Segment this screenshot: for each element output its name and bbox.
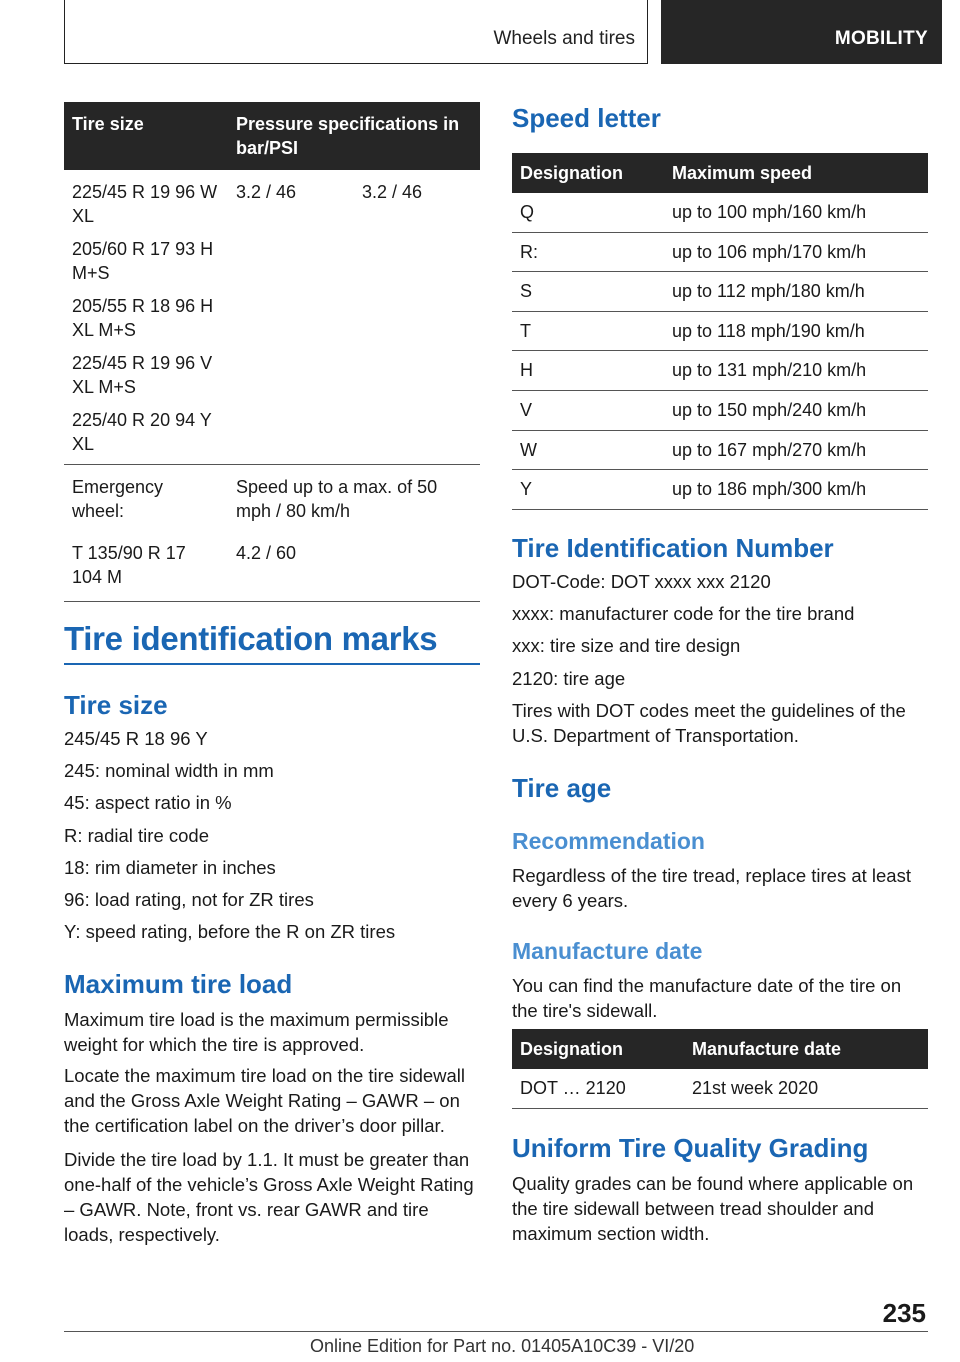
list-item: xxx: tire size and tire design [512,635,741,657]
speed-code: S [512,272,664,312]
header-designation: Designation [512,153,664,193]
tire-size-lines [64,723,480,948]
footer-rule [64,1331,928,1332]
list-item: 18: rim diameter in inches [64,856,276,878]
list-item: DOT-Code: DOT xxxx xxx 2120 [512,571,771,592]
speed-value: up to 167 mph/270 km/h [664,430,928,470]
table-row [512,430,928,470]
list-item: 245/45 R 18 96 Y [64,728,208,749]
speed-value: up to 150 mph/240 km/h [664,390,928,430]
chapter-tab [661,0,942,64]
max-load-para-2: Locate the maximum tire load on the tire sidewall and the Gross Axle Weight Rating – GAWR – on the certification label on the driver’s door pillar. [64,1065,466,1136]
list-item: 2120: tire age [512,667,626,689]
emergency-wheel-note: Speed up to a max. of 50 mph / 80 km/h [228,465,480,532]
header-designation: Designation [512,1029,684,1069]
speed-code: Q [512,193,664,232]
list-item: 45: aspect ratio in % [64,792,232,814]
speed-table-header [512,153,928,193]
speed-code: W [512,430,664,470]
pressure-front: 3.2 / 46 [236,182,297,202]
table-row [512,193,928,232]
tire-size-item: 205/60 R 17 93 H M+S [72,239,214,283]
speed-letter-table [512,153,928,510]
header-pressure: Pressure specifications in bar/PSI [228,102,480,170]
table-row [64,531,480,602]
table-row [512,232,928,272]
speed-value: up to 186 mph/300 km/h [664,470,928,510]
list-item: 245: nominal width in mm [64,760,274,782]
manufacture-table-header [512,1029,928,1069]
tire-size-item: 225/45 R 19 96 V XL M+S [72,353,213,397]
speed-value: up to 131 mph/210 km/h [664,351,928,391]
pressure-table-header [64,102,480,170]
emergency-wheel-label: Emergency wheel: [64,465,228,532]
list-item: Y: speed rating, before the R on ZR tires [64,921,396,943]
list-item: xxxx: manufacturer code for the tire brand [512,603,855,625]
speed-code: T [512,311,664,351]
tire-size-item: 205/55 R 18 96 H XL M+S [72,296,214,340]
speed-letter-heading: Speed letter [512,103,661,133]
tire-size-list [64,170,228,465]
table-row [512,351,928,391]
header-max-speed: Maximum speed [664,153,928,193]
max-load-heading: Maximum tire load [64,969,293,999]
speed-code: R: [512,232,664,272]
table-row [64,465,480,532]
table-row [512,311,928,351]
tire-size-item: 225/40 R 20 94 Y XL [72,410,212,454]
speed-value: up to 118 mph/190 km/h [664,311,928,351]
header-manufacture-date: Manufacture date [684,1029,928,1069]
speed-value: up to 106 mph/170 km/h [664,232,928,272]
table-row [512,390,928,430]
speed-code: H [512,351,664,391]
pressure-table [64,102,480,602]
pressure-rear: 3.2 / 46 [362,182,423,202]
heading-rule [64,663,480,665]
table-row [512,470,928,510]
table-row [512,1069,928,1109]
speed-code: V [512,390,664,430]
recommendation-heading: Recommendation [512,828,705,854]
footer-edition: Online Edition for Part no. 01405A10C39 - VI/20 [310,1336,695,1356]
tin-lines [512,566,928,695]
recommendation-text: Regardless of the tire tread, replace tires at least every 6 years. [512,865,911,911]
speed-code: Y [512,470,664,510]
manufacture-week: 21st week 2020 [684,1069,928,1109]
utqg-text: Quality grades can be found where applicable on the tire sidewall between tread shoulder and maximum section width. [512,1173,914,1244]
speed-value: up to 100 mph/160 km/h [664,193,928,232]
section-title: Wheels and tires [493,28,635,49]
chapter-tab-label: MOBILITY [834,28,928,49]
tire-size-heading: Tire size [64,690,168,720]
tire-age-heading: Tire age [512,773,612,803]
table-row [512,272,928,312]
tin-paragraph: Tires with DOT codes meet the guidelines of the U.S. Department of Transportation. [512,700,906,746]
max-load-para-3: Divide the tire load by 1.1. It must be greater than one-half of the vehicle’s Gross Axle Weight Rating – GAWR. Note, front vs. rear GAWR and tire loads, respectively. [64,1149,474,1245]
list-item: R: radial tire code [64,824,209,846]
tire-size-item: 225/45 R 19 96 W XL [72,182,218,226]
spare-tire-size: T 135/90 R 17 104 M [64,531,228,602]
list-item: 96: load rating, not for ZR tires [64,889,314,911]
utqg-heading: Uniform Tire Quality Grading [512,1133,869,1163]
header-tire-size: Tire size [64,102,228,170]
max-load-para-1: Maximum tire load is the maximum permissible weight for which the tire is approved. [64,1009,449,1055]
manufacture-date-heading: Manufacture date [512,938,703,964]
table-row [64,170,480,465]
page-number: 235 [882,1298,926,1328]
speed-value: up to 112 mph/180 km/h [664,272,928,312]
manufacture-date-text: You can find the manufacture date of the tire on the tire's sidewall. [512,975,902,1021]
header-section-box [64,0,648,64]
tin-heading: Tire Identification Number [512,533,834,563]
manufacture-date-table [512,1029,928,1109]
tire-id-marks-heading: Tire identification marks [64,620,438,657]
dot-code: DOT … 2120 [512,1069,684,1109]
spare-tire-pressure: 4.2 / 60 [228,531,480,602]
